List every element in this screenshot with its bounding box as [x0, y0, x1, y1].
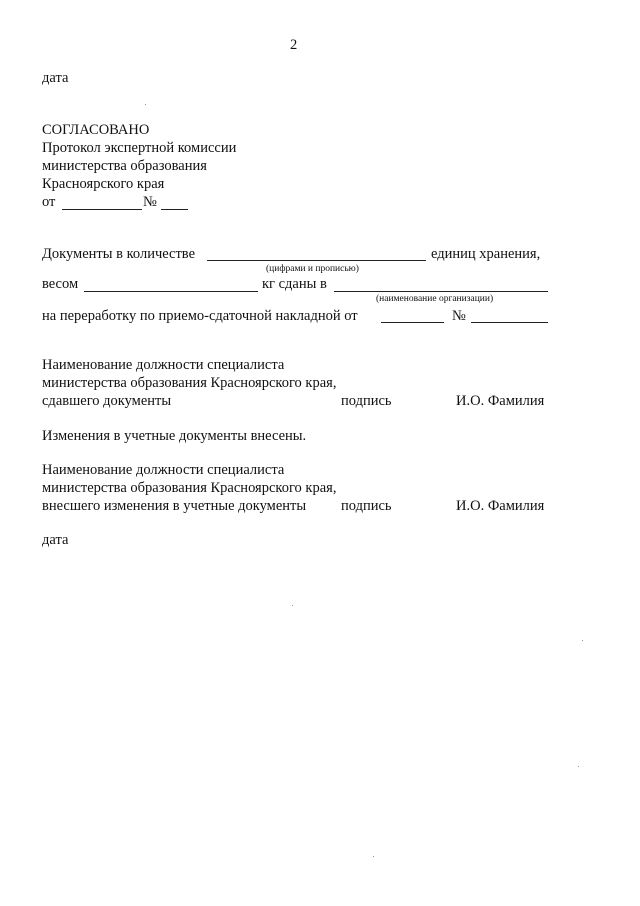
signer-1-line-1: Наименование должности специалиста [42, 357, 285, 373]
units-label: единиц хранения, [431, 246, 541, 262]
docs-count-label: Документы в количестве [42, 246, 196, 262]
approval-number-label: № [143, 194, 157, 210]
signer-1-name: И.О. Фамилия [456, 393, 545, 409]
signer-2-line-2: министерства образования Красноярского края, [42, 480, 337, 496]
recycle-label: на переработку по приемо-сдаточной накладной от [42, 308, 358, 324]
signer-1-signature: подпись [341, 393, 392, 409]
organization-hint: (наименование организации) [376, 294, 494, 304]
scan-speck [145, 104, 146, 105]
approval-number-blank [161, 209, 188, 210]
signer-1-line-3: сдавшего документы [42, 393, 172, 409]
approval-heading: СОГЛАСОВАНО [42, 122, 150, 138]
scan-speck [373, 856, 374, 857]
approval-line-3: Красноярского края [42, 176, 165, 192]
date-label-top: дата [42, 70, 69, 86]
changes-note: Изменения в учетные документы внесены. [42, 428, 307, 444]
weight-blank [84, 291, 258, 292]
weight-label: весом [42, 276, 79, 292]
approval-line-2: министерства образования [42, 158, 207, 174]
signer-2-signature: подпись [341, 498, 392, 514]
scan-speck [578, 766, 579, 767]
digits-hint: (цифрами и прописью) [266, 264, 359, 274]
signer-2-line-1: Наименование должности специалиста [42, 462, 285, 478]
invoice-number-label: № [452, 308, 466, 324]
invoice-date-blank [381, 322, 444, 323]
kg-label: кг сданы в [262, 276, 327, 292]
scan-speck [292, 605, 293, 606]
approval-line-1: Протокол экспертной комиссии [42, 140, 237, 156]
date-label-bottom: дата [42, 532, 69, 548]
docs-count-blank [207, 260, 426, 261]
page-number: 2 [290, 37, 298, 53]
invoice-number-blank [471, 322, 548, 323]
signer-2-name: И.О. Фамилия [456, 498, 545, 514]
signer-2-line-3: внесшего изменения в учетные документы [42, 498, 307, 514]
approval-from-label: от [42, 194, 56, 210]
approval-date-blank [62, 209, 142, 210]
organization-blank [334, 291, 548, 292]
signer-1-line-2: министерства образования Красноярского края, [42, 375, 337, 391]
scan-speck [582, 640, 583, 641]
